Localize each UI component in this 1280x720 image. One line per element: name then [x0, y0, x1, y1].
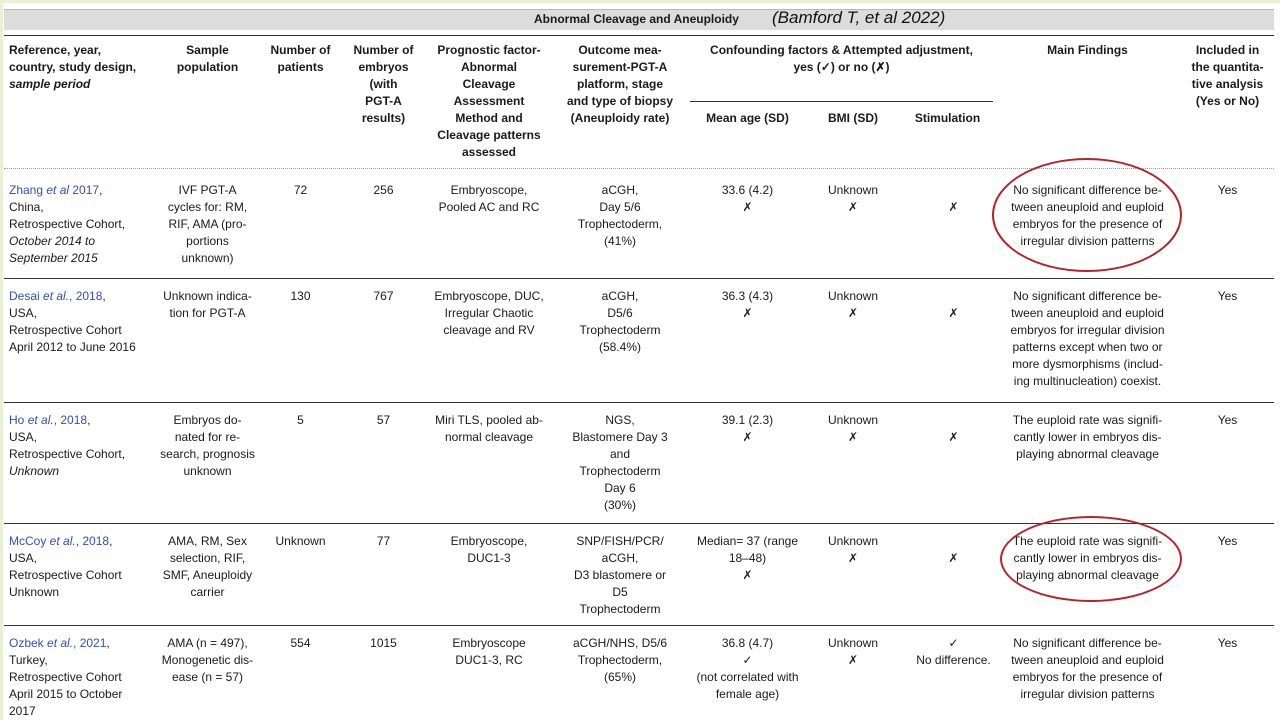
outcome-cell	[556, 288, 684, 356]
reference-line: Retrospective Cohort,	[9, 217, 126, 231]
included-cell: Yes	[1217, 636, 1238, 650]
population-line: cycles for: RM,	[167, 200, 248, 214]
prognostic-line: Miri TLS, pooled ab-	[435, 413, 543, 427]
outcome-line: Blastomere Day 3	[572, 430, 668, 444]
outcome-cell	[556, 182, 684, 250]
slide-frame-left	[0, 0, 3, 720]
bmi-cell	[812, 288, 894, 322]
bmi-line: ✗	[847, 306, 859, 320]
outcome-line: (41%)	[603, 234, 636, 248]
col-header-line: tive analysis	[1191, 77, 1264, 91]
table-title: Abnormal Cleavage and Aneuploidy	[534, 12, 739, 26]
col-header-patients	[262, 42, 339, 76]
citation-comma: ,	[87, 413, 91, 427]
col-header-line: population	[176, 60, 239, 74]
included-cell: Yes	[1217, 183, 1238, 197]
reference-line: USA,	[9, 430, 38, 444]
population-line: selection, RIF,	[169, 551, 246, 565]
sample-period: Unknown	[9, 464, 60, 478]
stimulation-line: No difference.	[916, 653, 991, 667]
citation-year: , 2018	[75, 534, 110, 548]
findings-cell	[1000, 635, 1175, 703]
col-header-line: the quantita-	[1191, 60, 1264, 74]
col-header-line: Cleavage patterns	[437, 128, 541, 142]
outcome-line: aCGH,	[601, 183, 639, 197]
bmi-line: Unknown	[827, 183, 879, 197]
reference-citation-link[interactable]	[9, 635, 159, 652]
prognostic-cell	[425, 635, 553, 669]
reference-line: 2017	[9, 704, 36, 718]
mean-age-line: (not correlated with	[696, 670, 799, 684]
outcome-cell	[556, 412, 684, 514]
bmi-line: Unknown	[827, 289, 879, 303]
outcome-line: Trophectoderm,	[577, 653, 663, 667]
population-cell	[160, 288, 255, 322]
citation-etal: et al.	[49, 534, 76, 548]
findings-line: patterns except when two or	[1012, 340, 1163, 354]
citation-etal: et al.	[43, 289, 70, 303]
population-line: ease (n = 57)	[171, 670, 244, 684]
sample-period: September 2015	[9, 251, 98, 265]
col-header-bmi: BMI (SD)	[828, 111, 878, 125]
citation-author: Ozbek	[9, 636, 48, 650]
citation-year: , 2018	[69, 289, 103, 303]
citation-etal: et al	[46, 183, 70, 197]
outcome-line: aCGH,	[601, 289, 639, 303]
col-header-prognostic	[425, 42, 553, 161]
outcome-line: and	[609, 447, 631, 461]
citation-etal: et al.	[27, 413, 54, 427]
col-header-mean-age: Mean age (SD)	[706, 111, 789, 125]
reference-line: Turkey,	[9, 653, 48, 667]
population-line: search, prognosis	[160, 447, 255, 461]
population-line: IVF PGT-A	[178, 183, 237, 197]
col-header-stimulation: Stimulation	[914, 111, 981, 125]
findings-line: playing abnormal cleavage	[1016, 447, 1159, 461]
col-header-line: surement-PGT-A	[572, 60, 668, 74]
findings-line: embryos for the presence of	[1012, 217, 1163, 231]
mean-age-line: ✗	[742, 430, 753, 444]
citation-author: Ho	[9, 413, 28, 427]
population-line: AMA (n = 497),	[167, 636, 248, 650]
outcome-cell	[556, 635, 684, 686]
reference-citation-link[interactable]	[9, 412, 159, 429]
reference-line: USA,	[9, 551, 38, 565]
findings-line: No significant difference be-	[1013, 289, 1162, 303]
outcome-line: NGS,	[605, 413, 635, 427]
stimulation-line: ✗	[948, 430, 959, 444]
col-header-line: Method and	[455, 111, 523, 125]
prognostic-line: Irregular Chaotic	[444, 306, 534, 320]
findings-line: irregular division patterns	[1020, 687, 1155, 701]
outcome-line: SNP/FISH/PCR/	[576, 534, 664, 548]
population-cell	[160, 182, 255, 267]
citation-etal: et al.	[47, 636, 74, 650]
col-header-line: patients	[277, 60, 324, 74]
outcome-line: Trophectoderm	[579, 323, 661, 337]
prognostic-cell	[425, 288, 553, 339]
reference-cell	[9, 288, 159, 356]
reference-line: Retrospective Cohort,	[9, 447, 126, 461]
included-cell: Yes	[1217, 289, 1238, 303]
col-header-line: Number of	[353, 43, 414, 57]
findings-line: tween aneuploid and euploid	[1011, 200, 1164, 214]
outcome-line: D5	[612, 585, 628, 599]
col-header-line: (with	[369, 77, 398, 91]
table-title-bar	[4, 9, 1274, 30]
col-header-reference	[9, 42, 159, 93]
mean-age-cell	[690, 182, 805, 216]
stimulation-cell	[900, 550, 1007, 567]
mean-age-line: ✓	[742, 653, 753, 667]
findings-line: playing abnormal cleavage	[1016, 568, 1159, 582]
citation-year: , 2018	[53, 413, 88, 427]
outcome-line: D3 blastomere or	[573, 568, 667, 582]
col-header-line: Assessment	[453, 94, 525, 108]
patients-cell: 5	[297, 413, 304, 427]
citation-author: Zhang	[9, 183, 47, 197]
bmi-line: ✗	[847, 430, 859, 444]
findings-line: more dysmorphisms (includ-	[1012, 357, 1163, 371]
population-line: unknown	[183, 464, 232, 478]
col-header-line: Included in	[1195, 43, 1260, 57]
sample-period: October 2014 to	[9, 234, 96, 248]
reference-line: April 2012 to June 2016	[9, 340, 136, 354]
findings-line: The euploid rate was signifi-	[1012, 534, 1163, 548]
col-header-confounding	[690, 42, 993, 76]
included-cell: Yes	[1217, 413, 1238, 427]
mean-age-line: female age)	[715, 687, 780, 701]
row-divider	[4, 278, 1274, 279]
reference-citation-link[interactable]	[9, 182, 159, 199]
population-cell	[160, 412, 255, 480]
reference-line: Retrospective Cohort	[9, 670, 122, 684]
col-header-line: Abnormal	[460, 60, 517, 74]
outcome-line: (30%)	[603, 498, 636, 512]
mean-age-line: ✗	[742, 568, 753, 582]
reference-cell	[9, 635, 159, 720]
findings-line: cantly lower in embryos dis-	[1013, 551, 1162, 565]
mean-age-line: ✗	[742, 306, 753, 320]
reference-citation-link[interactable]	[9, 533, 159, 550]
reference-line: China,	[9, 200, 44, 214]
embryos-cell: 1015	[370, 636, 397, 650]
bmi-cell	[812, 182, 894, 216]
outcome-line: Trophectoderm	[579, 602, 661, 616]
prognostic-line: normal cleavage	[444, 430, 534, 444]
mean-age-line: 18–48)	[728, 551, 767, 565]
bmi-line: Unknown	[827, 413, 879, 427]
prognostic-line: Embryoscope,	[450, 534, 528, 548]
patients-cell: 130	[290, 289, 311, 303]
row-divider	[4, 402, 1274, 403]
citation-comma: ,	[99, 183, 103, 197]
stimulation-cell	[900, 305, 1007, 322]
stimulation-line: ✗	[948, 551, 959, 565]
citation-comma: ,	[109, 534, 113, 548]
outcome-line: D5/6	[607, 306, 633, 320]
mean-age-cell	[690, 635, 805, 703]
citation-comma: ,	[106, 636, 110, 650]
embryos-cell: 767	[373, 289, 394, 303]
findings-line: No significant difference be-	[1013, 636, 1162, 650]
embryos-cell: 256	[373, 183, 394, 197]
population-line: Unknown indica-	[163, 289, 252, 303]
included-cell: Yes	[1217, 534, 1238, 548]
col-header-line: Prognostic factor-	[437, 43, 541, 57]
population-line: Embryos do-	[173, 413, 242, 427]
slide-frame-top	[0, 0, 1280, 3]
col-header-line: Cleavage	[462, 77, 516, 91]
patients-cell: 72	[293, 183, 308, 197]
prognostic-line: DUC1-3	[467, 551, 511, 565]
reference-cell	[9, 182, 159, 267]
reference-cell	[9, 533, 159, 601]
mean-age-cell	[690, 288, 805, 322]
col-header-line: PGT-A	[365, 94, 402, 108]
mean-age-line: ✗	[742, 200, 753, 214]
bmi-cell	[812, 412, 894, 446]
reference-line: Retrospective Cohort	[9, 568, 122, 582]
col-header-embryos	[345, 42, 422, 127]
findings-line: cantly lower in embryos dis-	[1013, 430, 1162, 444]
prognostic-line: Embryoscope, DUC,	[434, 289, 544, 303]
findings-line: tween aneuploid and euploid	[1011, 306, 1164, 320]
population-line: RIF, AMA (pro-	[168, 217, 247, 231]
col-header-line: Sample	[186, 43, 229, 57]
col-header-findings: Main Findings	[1047, 43, 1128, 57]
population-cell	[160, 533, 255, 601]
prognostic-cell	[425, 182, 553, 216]
col-header-line: yes (✓) or no (✗)	[793, 60, 890, 74]
findings-line: The euploid rate was signifi-	[1012, 413, 1163, 427]
prognostic-line: Embryoscope	[452, 636, 526, 650]
col-header-line: Number of	[270, 43, 331, 57]
mean-age-line: 33.6 (4.2)	[721, 183, 774, 197]
header-top-rule	[4, 35, 1274, 36]
bmi-cell	[812, 533, 894, 567]
citation: (Bamford T, et al 2022)	[772, 8, 946, 27]
population-line: nated for re-	[174, 430, 241, 444]
col-header-line: embryos	[358, 60, 409, 74]
bmi-line: ✗	[847, 551, 859, 565]
reference-citation-link[interactable]	[9, 288, 159, 305]
prognostic-line: Embryoscope,	[450, 183, 528, 197]
citation-author: Desai	[9, 289, 44, 303]
reference-line: USA,	[9, 306, 38, 320]
mean-age-cell	[690, 533, 805, 584]
col-header-line: (Yes or No)	[1195, 94, 1260, 108]
col-header-outcome	[556, 42, 684, 127]
mean-age-line: 36.3 (4.3)	[721, 289, 774, 303]
citation-year: , 2021	[73, 636, 107, 650]
outcome-cell	[556, 533, 684, 618]
prognostic-line: Pooled AC and RC	[438, 200, 540, 214]
reference-line: Unknown	[9, 585, 60, 599]
prognostic-cell	[425, 412, 553, 446]
population-line: AMA, RM, Sex	[168, 534, 247, 548]
row-divider	[4, 625, 1274, 626]
findings-cell	[1000, 288, 1175, 390]
stimulation-line: ✗	[948, 200, 959, 214]
col-header-line: Outcome mea-	[578, 43, 662, 57]
col-header-population	[160, 42, 255, 76]
findings-line: embryos for the presence of	[1012, 670, 1163, 684]
mean-age-line: 39.1 (2.3)	[721, 413, 774, 427]
prognostic-line: cleavage and RV	[443, 323, 535, 337]
col-header-line: sample period	[9, 77, 91, 91]
outcome-line: Day 6	[604, 481, 636, 495]
findings-line: embryos for irregular division	[1010, 323, 1165, 337]
bmi-line: Unknown	[827, 636, 879, 650]
col-header-line: (Aneuploidy rate)	[570, 111, 670, 125]
col-header-line: Reference, year,	[9, 43, 102, 57]
highlight-ellipse	[1000, 516, 1182, 602]
bmi-line: ✗	[847, 653, 859, 667]
population-cell	[160, 635, 255, 686]
mean-age-line: 36.8 (4.7)	[721, 636, 774, 650]
prognostic-line: DUC1-3, RC	[455, 653, 523, 667]
confounding-subrule	[690, 101, 993, 102]
embryos-cell: 77	[376, 534, 391, 548]
col-header-line: and type of biopsy	[566, 94, 673, 108]
population-line: unknown)	[181, 251, 234, 265]
patients-cell: 554	[290, 636, 311, 650]
population-line: Monogenetic dis-	[161, 653, 254, 667]
outcome-line: Day 5/6	[599, 200, 641, 214]
reference-line: April 2015 to October	[9, 687, 123, 701]
population-line: SMF, Aneuploidy	[162, 568, 253, 582]
citation-comma: ,	[102, 289, 106, 303]
stimulation-cell	[900, 635, 1007, 669]
population-line: tion for PGT-A	[169, 306, 246, 320]
col-header-line: country, study design,	[9, 60, 137, 74]
findings-cell	[1000, 412, 1175, 463]
col-header-line: platform, stage	[576, 77, 663, 91]
bmi-line: Unknown	[827, 534, 879, 548]
embryos-cell: 57	[376, 413, 391, 427]
population-line: portions	[186, 234, 229, 248]
citation-year: 2017	[69, 183, 100, 197]
findings-line: No significant difference be-	[1013, 183, 1162, 197]
outcome-line: (58.4%)	[598, 340, 642, 354]
mean-age-cell	[690, 412, 805, 446]
col-header-line: results)	[361, 111, 406, 125]
reference-cell	[9, 412, 159, 480]
bmi-line: ✗	[847, 200, 859, 214]
bmi-cell	[812, 635, 894, 669]
stimulation-cell	[900, 429, 1007, 446]
findings-line: irregular division patterns	[1020, 234, 1155, 248]
col-header-line: assessed	[461, 145, 517, 159]
mean-age-line: Median= 37 (range	[696, 534, 799, 548]
findings-line: tween aneuploid and euploid	[1011, 653, 1164, 667]
population-line: carrier	[190, 585, 225, 599]
outcome-line: aCGH/NHS, D5/6	[572, 636, 668, 650]
outcome-line: aCGH,	[601, 551, 639, 565]
stimulation-cell	[900, 199, 1007, 216]
col-header-line: Confounding factors & Attempted adjustment,	[710, 43, 973, 57]
citation-author: McCoy	[9, 534, 50, 548]
col-header-included	[1180, 42, 1275, 110]
stimulation-line: ✗	[948, 306, 959, 320]
patients-cell: Unknown	[275, 534, 326, 548]
highlight-ellipse	[992, 158, 1182, 272]
stimulation-line: ✓	[948, 636, 959, 650]
outcome-line: Trophectoderm,	[577, 217, 663, 231]
reference-line: Retrospective Cohort	[9, 323, 122, 337]
findings-line: ing multinucleation) coexist.	[1013, 374, 1162, 388]
outcome-line: (65%)	[603, 670, 636, 684]
outcome-line: Trophectoderm	[579, 464, 661, 478]
prognostic-cell	[425, 533, 553, 567]
